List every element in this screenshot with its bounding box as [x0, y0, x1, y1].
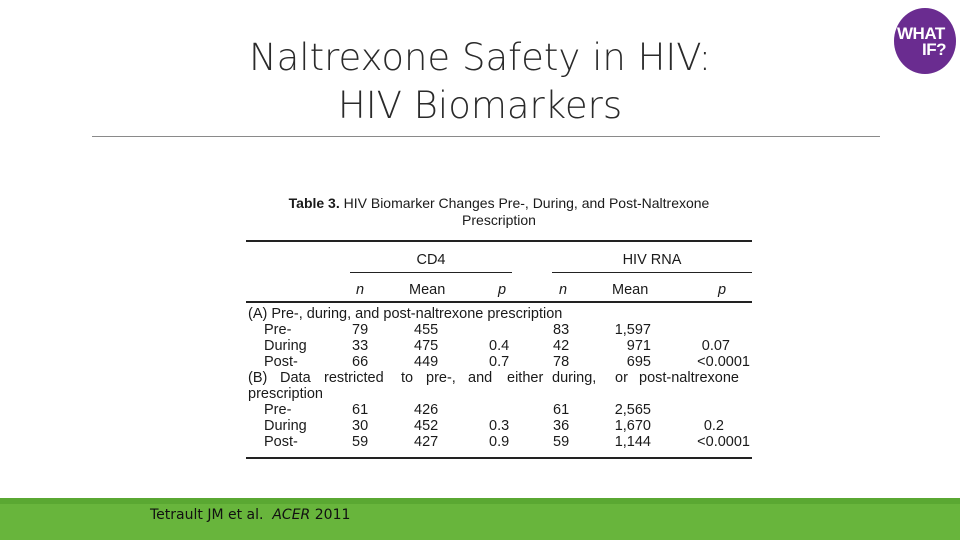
- rna-p: <0.0001: [697, 434, 750, 450]
- cd4-n: 79: [352, 322, 369, 338]
- logo-text-what: WHAT: [897, 24, 945, 43]
- rna-mean: 2,565: [614, 402, 651, 418]
- rna-mean: 971: [626, 338, 651, 354]
- section-b-word: either: [507, 370, 544, 386]
- rna-n: 61: [553, 402, 570, 418]
- cd4-p: 0.3: [489, 418, 510, 434]
- table-bottom-rule: [246, 457, 752, 459]
- rna-mean: 695: [626, 354, 651, 370]
- citation-journal: ACER: [272, 507, 311, 523]
- citation-year: 2011: [314, 507, 351, 523]
- col-header-cd4-mean: Mean: [409, 282, 446, 298]
- group-header-cd4: CD4: [416, 252, 446, 268]
- citation: [150, 506, 350, 524]
- row-label: Pre-: [264, 322, 292, 338]
- section-b-word: pre-,: [426, 370, 456, 386]
- table-caption: [246, 195, 752, 229]
- cd4-mean: 449: [414, 354, 439, 370]
- cd4-mean: 452: [414, 418, 439, 434]
- row-label: During: [264, 338, 307, 354]
- table-top-rule: [246, 240, 752, 242]
- section-b-word: to: [401, 370, 414, 386]
- rna-n: 42: [553, 338, 570, 354]
- rna-n: 83: [553, 322, 570, 338]
- cd4-n: 30: [352, 418, 369, 434]
- rna-mean: 1,144: [614, 434, 651, 450]
- section-b-heading-line-2: prescription: [248, 386, 323, 402]
- cd4-mean: 475: [414, 338, 439, 354]
- hiv-rna-group-rule: [552, 272, 752, 273]
- section-b-word: Data: [280, 370, 311, 386]
- slide-title-line-1: Naltrexone Safety in HIV:: [248, 36, 712, 79]
- slide-title-line-2: HIV Biomarkers: [337, 84, 623, 127]
- cd4-mean: 427: [414, 434, 439, 450]
- table-caption-line-1: [246, 195, 752, 212]
- col-header-cd4-n: n: [356, 282, 365, 298]
- cd4-p: 0.4: [489, 338, 510, 354]
- section-b-word: post-naltrexone: [639, 370, 739, 386]
- rna-n: 59: [553, 434, 570, 450]
- header-bottom-rule: [246, 301, 752, 303]
- cd4-p: 0.9: [489, 434, 510, 450]
- row-label: Pre-: [264, 402, 292, 418]
- cd4-n: 66: [352, 354, 369, 370]
- section-b-word: during,: [552, 370, 597, 386]
- col-header-rna-n: n: [559, 282, 568, 298]
- rna-p: 0.2: [703, 418, 724, 434]
- cd4-n: 33: [352, 338, 369, 354]
- cd4-group-rule: [350, 272, 512, 273]
- section-b-word: and: [468, 370, 493, 386]
- rna-p: 0.07: [701, 338, 730, 354]
- cd4-mean: 426: [414, 402, 439, 418]
- section-b-word: or: [615, 370, 628, 386]
- table-caption-label: Table 3.: [288, 195, 340, 211]
- cd4-p: 0.7: [489, 354, 510, 370]
- rna-p: <0.0001: [697, 354, 750, 370]
- section-b-word: restricted: [324, 370, 384, 386]
- cd4-mean: 455: [414, 322, 439, 338]
- rna-mean: 1,597: [614, 322, 651, 338]
- section-b-word: (B): [248, 370, 268, 386]
- what-if-logo: [894, 8, 956, 74]
- rna-mean: 1,670: [614, 418, 651, 434]
- logo-text-if: IF?: [922, 40, 946, 59]
- cd4-n: 59: [352, 434, 369, 450]
- slide-title: [150, 34, 810, 130]
- col-header-cd4-p: p: [498, 282, 507, 298]
- footer-bar: [0, 498, 960, 540]
- row-label: Post-: [264, 354, 298, 370]
- citation-authors: Tetrault JM et al.: [150, 507, 264, 523]
- col-header-rna-p: p: [718, 282, 727, 298]
- biomarker-table: [246, 195, 752, 463]
- table-caption-line-2: Prescription: [462, 212, 536, 228]
- cd4-n: 61: [352, 402, 369, 418]
- title-divider: [92, 136, 880, 137]
- section-a-heading: (A) Pre-, during, and post-naltrexone prescription: [248, 306, 563, 322]
- row-label: During: [264, 418, 307, 434]
- col-header-rna-mean: Mean: [612, 282, 649, 298]
- rna-n: 78: [553, 354, 570, 370]
- group-header-hiv-rna: HIV RNA: [622, 252, 682, 268]
- rna-n: 36: [553, 418, 570, 434]
- table-caption-text: HIV Biomarker Changes Pre-, During, and Post-Naltrexone: [343, 195, 710, 211]
- row-label: Post-: [264, 434, 298, 450]
